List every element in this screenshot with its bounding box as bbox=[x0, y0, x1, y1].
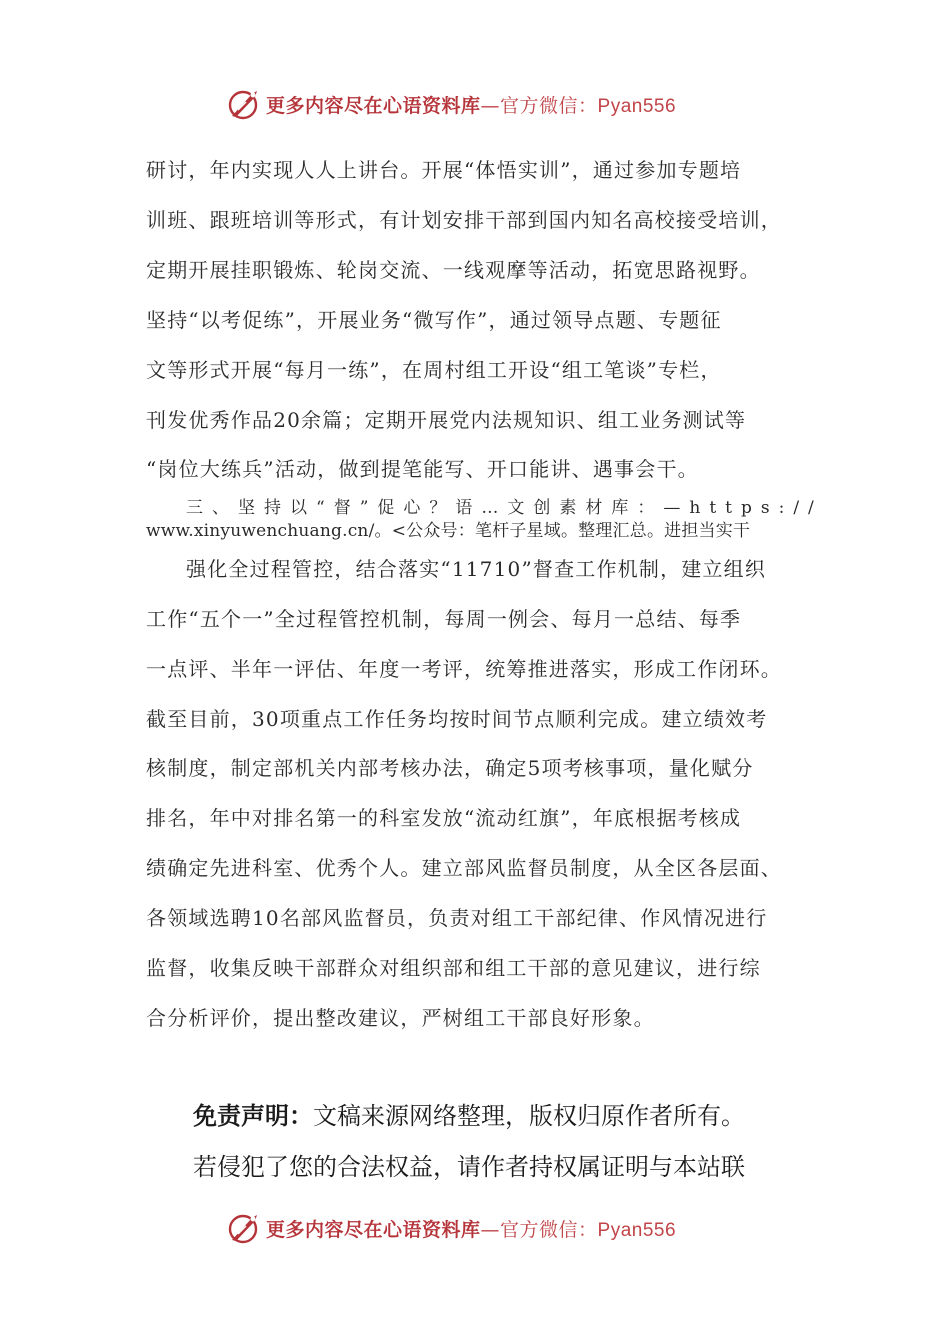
section-title: 三、坚持以“督”促心？语…文创素材库：—https:// bbox=[186, 498, 823, 518]
paragraph-line: 排名，年中对排名第一的科室发放“流动红旗”，年底根据考核成 bbox=[146, 806, 742, 830]
section-title-continued: www.xinyuwenchuang.cn/。<公众号：笔杆子星域。整理汇总。进担当实干 bbox=[146, 521, 751, 541]
paragraph-line: 各领域选聘10名部风监督员，负责对组工干部纪律、作风情况进行 bbox=[146, 906, 768, 930]
paragraph-line: 刊发优秀作品20余篇；定期开展党内法规知识、组工业务测试等 bbox=[146, 408, 747, 432]
disclaimer-label: 免责声明： bbox=[193, 1102, 313, 1130]
paragraph-line: 训班、跟班培训等形式，有计划安排干部到国内知名高校接受培训， bbox=[146, 208, 782, 232]
paragraph-line: 工作“五个一”全过程管控机制，每周一例会、每月一总结、每季 bbox=[146, 607, 742, 631]
banner-wechat-label: 官方微信： bbox=[500, 1218, 598, 1241]
banner-wechat-id: Pyan556 bbox=[597, 1219, 677, 1241]
paragraph-line: 合分析评价，提出整改建议，严树组工干部良好形象。 bbox=[146, 1006, 655, 1030]
banner-separator: — bbox=[480, 94, 501, 117]
paragraph-line: 坚持“以考促练”，开展业务“微写作”，通过领导点题、专题征 bbox=[146, 308, 722, 332]
disclaimer-line-1 bbox=[193, 1100, 745, 1132]
disclaimer-text-2: 若侵犯了您的合法权益，请作者持权属证明与本站联 bbox=[193, 1153, 745, 1181]
banner-separator: — bbox=[480, 1218, 501, 1241]
paragraph-line: 绩确定先进科室、优秀个人。建立部风监督员制度，从全区各层面、 bbox=[146, 856, 782, 880]
paragraph-line: 核制度，制定部机关内部考核办法，确定5项考核事项，量化赋分 bbox=[146, 756, 754, 780]
paragraph-line: 监督，收集反映干部群众对组织部和组工干部的意见建议，进行综 bbox=[146, 956, 761, 980]
banner-wechat-id: Pyan556 bbox=[597, 95, 677, 117]
paragraph-line: 强化全过程管控，结合落实“11710”督查工作机制，建立组织 bbox=[186, 557, 767, 581]
banner-wechat-label: 官方微信： bbox=[500, 94, 598, 117]
banner-slogan: 更多内容尽在心语资料库 bbox=[266, 1218, 481, 1241]
disclaimer-text-1: 文稿来源网络整理，版权归原作者所有。 bbox=[313, 1102, 745, 1130]
banner-text bbox=[266, 1215, 676, 1242]
banner-slogan: 更多内容尽在心语资料库 bbox=[266, 94, 481, 117]
paragraph-line: 定期开展挂职锻炼、轮岗交流、一线观摩等活动，拓宽思路视野。 bbox=[146, 258, 761, 282]
paragraph-line: 截至目前，30项重点工作任务均按时间节点顺利完成。建立绩效考 bbox=[146, 707, 768, 731]
banner-text bbox=[266, 91, 676, 118]
footer-banner bbox=[226, 1208, 676, 1248]
paragraph-line: “岗位大练兵”活动，做到提笔能写、开口能讲、遇事会干。 bbox=[146, 457, 699, 481]
pen-circle-logo-icon bbox=[226, 86, 262, 122]
pen-circle-logo-icon bbox=[226, 1210, 262, 1246]
paragraph-line: 研讨，年内实现人人上讲台。开展“体悟实训”，通过参加专题培 bbox=[146, 158, 742, 182]
header-banner bbox=[226, 84, 676, 124]
paragraph-line: 一点评、半年一评估、年度一考评，统筹推进落实，形成工作闭环。 bbox=[146, 657, 782, 681]
disclaimer-line-2 bbox=[193, 1151, 745, 1183]
paragraph-line: 文等形式开展“每月一练”，在周村组工开设“组工笔谈”专栏， bbox=[146, 358, 722, 382]
